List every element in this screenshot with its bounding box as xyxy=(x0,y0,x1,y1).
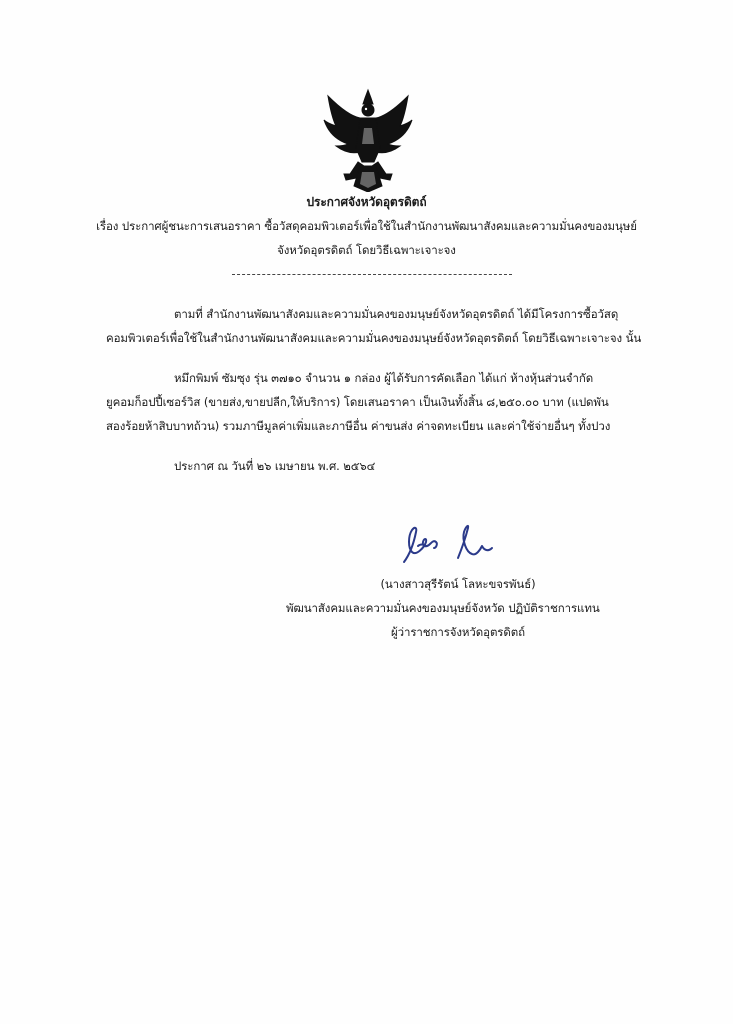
paragraph-2-line-1: หมึกพิมพ์ ซัมซุง รุ่น ๓๗๑๐ จำนวน ๑ กล่อง ผู้ได้รับการคัดเลือก ได้แก่ ห้างหุ้นส่วนจำกัด xyxy=(174,371,594,385)
announcement-date: ประกาศ ณ วันที่ ๒๖ เมษายน พ.ศ. ๒๕๖๔ xyxy=(174,459,376,473)
paragraph-1-line-2: คอมพิวเตอร์เพื่อใช้ในสำนักงานพัฒนาสังคมและความมั่นคงของมนุษย์จังหวัดอุตรดิตถ์ โดยวิธีเฉพาะเจาะจง นั้น xyxy=(106,331,642,345)
paragraph-2-line-3: สองร้อยห้าสิบบาทถ้วน) รวมภาษีมูลค่าเพิ่มและภาษีอื่น ค่าขนส่ง ค่าจดทะเบียน และค่าใช้จ่ายอื่นๆ ทั้งปวง xyxy=(106,419,611,433)
subject-line-1: เรื่อง ประกาศผู้ชนะการเสนอราคา ซื้อวัสดุคอมพิวเตอร์เพื่อใช้ในสำนักงานพัฒนาสังคมและความมั่นคงของมนุษย์ xyxy=(96,219,637,233)
paragraph-1-line-1: ตามที่ สำนักงานพัฒนาสังคมและความมั่นคงของมนุษย์จังหวัดอุตรดิตถ์ ได้มีโครงการซื้อวัสดุ xyxy=(174,307,619,321)
signatory-position-line-1: พัฒนาสังคมและความมั่นคงของมนุษย์จังหวัด ปฏิบัติราชการแทน xyxy=(286,601,600,615)
signatory-name: (นางสาวสุรีรัตน์ โลหะขจรพันธ์) xyxy=(380,577,536,591)
subject-line-2: จังหวัดอุตรดิตถ์ โดยวิธีเฉพาะเจาะจง xyxy=(277,243,456,257)
paragraph-2-line-2: ยูคอมก็อปปี้เซอร์วิส (ขายส่ง,ขายปลีก,ให้บริการ) โดยเสนอราคา เป็นเงินทั้งสิ้น ๘,๒๕๐.๐๐ บาท (แปดพัน xyxy=(106,395,609,409)
handwritten-signature-icon xyxy=(396,518,500,568)
signatory-position-line-2: ผู้ว่าราชการจังหวัดอุตรดิตถ์ xyxy=(390,625,525,639)
garuda-emblem-icon xyxy=(320,88,416,192)
document-title: ประกาศจังหวัดอุตรดิตถ์ xyxy=(306,195,427,209)
separator-line xyxy=(232,274,512,275)
